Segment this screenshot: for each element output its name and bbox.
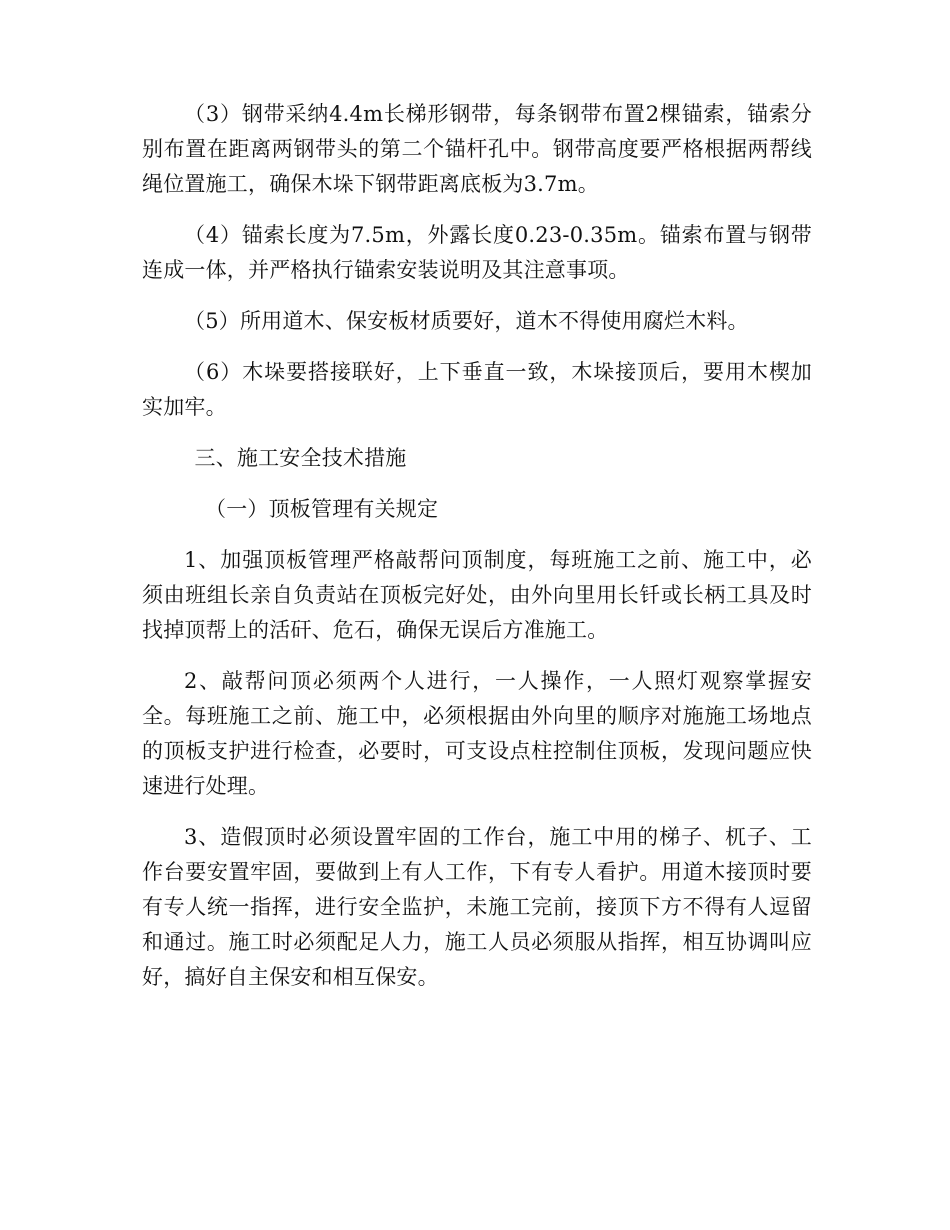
paragraph-anchor-cable: （4）锚索长度为7.5m，外露长度0.23-0.35m。锚索布置与钢带连成一体，并严格执行锚索安装说明及其注意事项。 — [142, 223, 812, 282]
list-item-3: 3、造假顶时必须设置牢固的工作台，施工中用的梯子、杌子、工作台要安置牢固，要做到上有人工作，下有专人看护。用道木接顶时要有专人统一指挥，进行安全监护，未施工完前，接顶下方不得有人逗留和通过。施工时必须配足人力，施工人员必须服从指挥，相互协调叫应好，搞好自主保安和相互保安。 — [142, 825, 812, 989]
list-item-1: 1、加强顶板管理严格敲帮问顶制度，每班施工之前、施工中，必须由班组长亲自负责站在顶板完好处，由外向里用长钎或长柄工具及时找掉顶帮上的活矸、危石，确保无误后方准施工。 — [142, 548, 812, 642]
list-item-2: 2、敲帮问顶必须两个人进行，一人操作，一人照灯观察掌握安全。每班施工之前、施工中，必须根据由外向里的顺序对施施工场地点的顶板支护进行检查，必要时，可支设点柱控制住顶板，发现问题应快速进行处理。 — [142, 669, 812, 798]
paragraph-wood-crib: （6）木垛要搭接联好，上下垂直一致，木垛接顶后，要用木楔加实加牢。 — [142, 360, 812, 419]
subsection-heading: （一）顶板管理有关规定 — [205, 497, 439, 521]
document-page — [142, 97, 812, 1011]
paragraph-steel-belt: （3）钢带采纳4.4m长梯形钢带，每条钢带布置2棵锚索，锚索分别布置在距离两钢带头的第二个锚杆孔中。钢带高度要严格根据两帮线绳位置施工，确保木垛下钢带距离底板为3.7m。 — [142, 102, 812, 196]
section-heading: 三、施工安全技术措施 — [194, 446, 407, 470]
paragraph-sleeper-material: （5）所用道木、保安板材质要好，道木不得使用腐烂木料。 — [184, 309, 749, 333]
